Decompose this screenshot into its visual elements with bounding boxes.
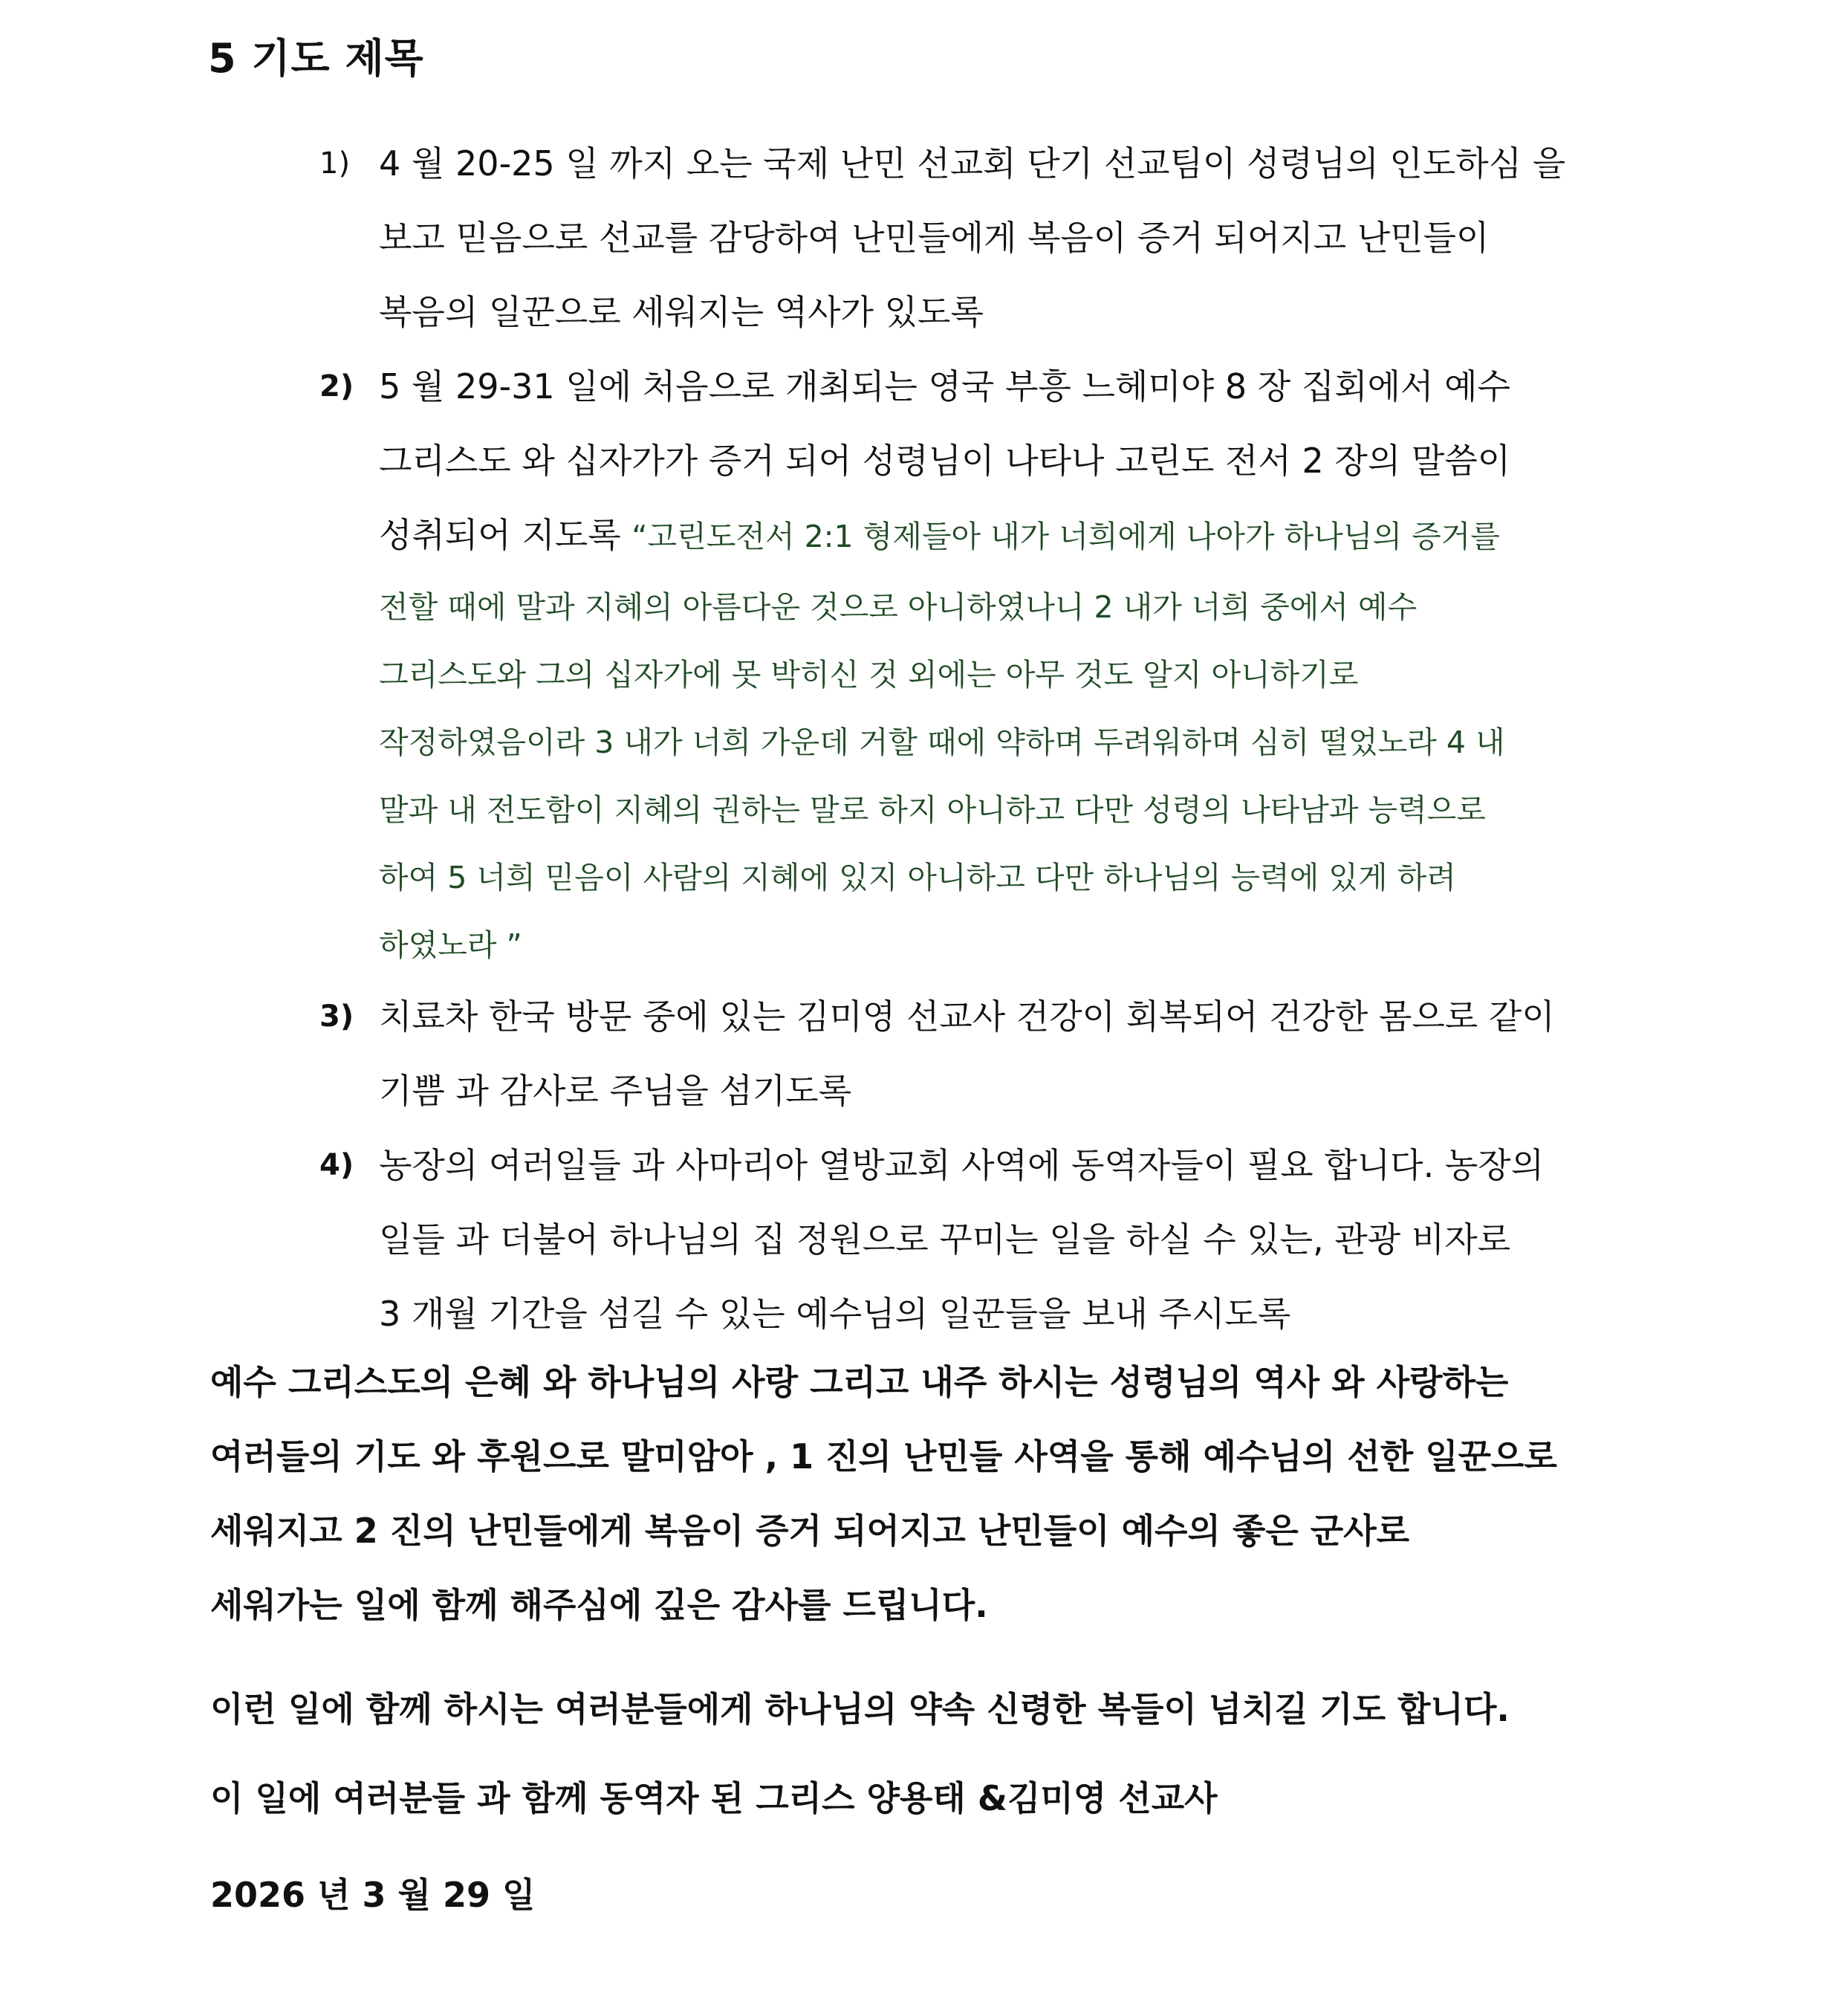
item-line: 농장의 여러일들 과 사마리아 열방교회 사역에 동역자들이 필요 합니다. 농장의 xyxy=(379,1145,1545,1185)
scripture-quote-line: 작정하였음이라 3 내가 너희 가운데 거할 때에 약하며 두려워하며 심히 떨었노라 4 내 xyxy=(379,725,1505,760)
closing-line: 여러들의 기도 와 후원으로 말미암아 , 1 진의 난민들 사역을 통해 예수님의 선한 일꾼으로 xyxy=(210,1436,1557,1477)
item-line: 3 개월 기간을 섬길 수 있는 예수님의 일꾼들을 보내 주시도록 xyxy=(379,1294,1291,1334)
item-line-mixed xyxy=(379,498,1642,574)
closing-line: 세워가는 일에 함께 해주심에 깊은 감사를 드립니다. xyxy=(210,1585,988,1625)
scripture-quote-line: 전할 때에 말과 지혜의 아름다운 것으로 아니하였나니 2 내가 너희 중에서 예수 xyxy=(379,589,1418,625)
item-number: 3) xyxy=(319,999,354,1034)
closing-paragraph xyxy=(210,1345,1659,1642)
item-line: 일들 과 더불어 하나님의 집 정원으로 꾸미는 일을 하실 수 있는, 관광 비자로 xyxy=(379,1219,1511,1260)
scripture-quote-line: 말과 내 전도함이 지혜의 권하는 말로 하지 아니하고 다만 성령의 나타남과 능력으로 xyxy=(379,792,1486,828)
scripture-quote-line: 그리스도와 그의 십자가에 못 박히신 것 외에는 아무 것도 알지 아니하기로 xyxy=(379,657,1359,693)
item-line: 기쁨 과 감사로 주님을 섬기도록 xyxy=(379,1071,852,1111)
item-number: 4) xyxy=(319,1148,354,1182)
date-line: 2026 년 3 월 29 일 xyxy=(210,1875,536,1915)
prayer-item-3 xyxy=(319,979,1642,1128)
section-heading: 5 기도 제목 xyxy=(208,35,424,82)
signature-line: 이 일에 여러분들 과 함께 동역자 된 그리스 양용태 &김미영 선교사 xyxy=(210,1778,1218,1818)
prayer-item-2 xyxy=(319,349,1642,979)
closing-line: 예수 그리스도의 은혜 와 하나님의 사랑 그리고 내주 하시는 성령님의 역사 와 사랑하는 xyxy=(210,1362,1509,1402)
item-line: 보고 믿음으로 선교를 감당하여 난민들에게 복음이 증거 되어지고 난민들이 xyxy=(379,218,1490,258)
prayer-item-4 xyxy=(319,1128,1642,1351)
item-line: 5 월 29-31 일에 처음으로 개최되는 영국 부흥 느헤미야 8 장 집회에서 예수 xyxy=(379,366,1510,406)
scripture-quote-start: “고린도전서 2:1 형제들아 내가 너희에게 나아가 하나님의 증거를 xyxy=(631,519,1500,554)
scripture-quote-line: 하여 5 너희 믿음이 사람의 지혜에 있지 아니하고 다만 하나님의 능력에 있게 하려 xyxy=(379,860,1456,895)
prayer-item-1 xyxy=(319,126,1642,349)
item-line: 4 월 20-25 일 까지 오는 국제 난민 선교회 단기 선교팀이 성령님의 인도하심 을 xyxy=(379,143,1566,184)
item-line-text: 성취되어 지도록 xyxy=(379,515,632,555)
closing-line: 세워지고 2 진의 난민들에게 복음이 증거 되어지고 난민들이 예수의 좋은 군사로 xyxy=(210,1511,1410,1551)
item-line: 그리스도 와 십자가가 증거 되어 성령님이 나타나 고린도 전서 2 장의 말씀이 xyxy=(379,441,1511,481)
scripture-quote-line: 하였노라 ” xyxy=(379,927,522,963)
item-number: 1) xyxy=(319,146,351,181)
item-line: 복음의 일꾼으로 세워지는 역사가 있도록 xyxy=(379,292,984,332)
item-line: 치료차 한국 방문 중에 있는 김미영 선교사 건강이 회복되어 건강한 몸으로 같이 xyxy=(379,996,1555,1037)
prayer-list xyxy=(319,126,1642,1351)
item-number: 2) xyxy=(319,369,354,403)
blessing-line: 이런 일에 함께 하시는 여러분들에게 하나님의 약속 신령한 복들이 넘치길 기도 합니다. xyxy=(210,1689,1510,1729)
